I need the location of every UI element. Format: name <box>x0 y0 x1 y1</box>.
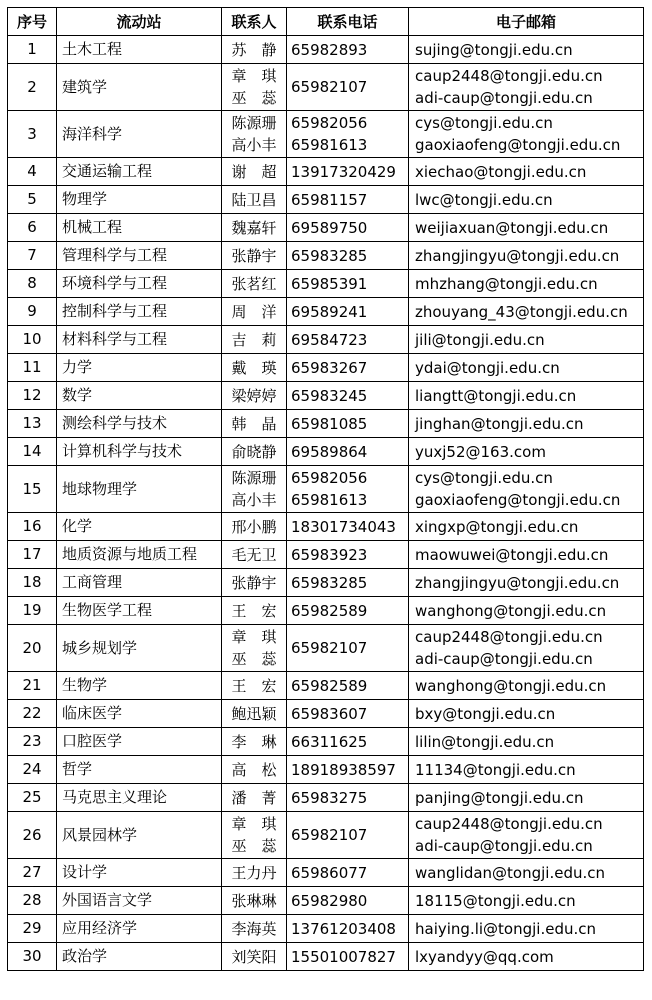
station-name: 机械工程 <box>57 214 222 242</box>
table-row <box>8 513 644 541</box>
header-contact: 联系人 <box>222 8 287 36</box>
table-row <box>8 36 644 64</box>
table-row <box>8 541 644 569</box>
contact-cell <box>222 672 287 700</box>
row-number: 23 <box>8 728 57 756</box>
email-cell <box>409 700 644 728</box>
phone-number: 65981613 <box>291 136 368 154</box>
email-cell <box>409 214 644 242</box>
contact-name: 梁婷婷 <box>231 386 277 405</box>
phone-number: 65981613 <box>291 491 368 509</box>
row-number: 22 <box>8 700 57 728</box>
email-cell <box>409 569 644 597</box>
phone-number: 65982056 <box>291 469 368 487</box>
station-name: 交通运输工程 <box>57 158 222 186</box>
table-body <box>8 36 644 971</box>
phone-cell <box>287 597 409 625</box>
row-number: 24 <box>8 756 57 784</box>
phone-cell <box>287 915 409 943</box>
email-cell <box>409 859 644 887</box>
email-cell <box>409 354 644 382</box>
station-name: 政治学 <box>57 943 222 971</box>
email-address: gaoxiaofeng@tongji.edu.cn <box>415 491 621 509</box>
phone-number: 69589241 <box>291 302 368 321</box>
table-row <box>8 354 644 382</box>
email-cell <box>409 36 644 64</box>
row-number: 28 <box>8 887 57 915</box>
phone-cell <box>287 410 409 438</box>
email-address: zhouyang_43@tongji.edu.cn <box>415 302 628 321</box>
table-row <box>8 64 644 111</box>
email-address: caup2448@tongji.edu.cn <box>415 815 603 833</box>
phone-number: 65985391 <box>291 274 368 293</box>
table-row <box>8 438 644 466</box>
email-cell <box>409 466 644 513</box>
row-number: 29 <box>8 915 57 943</box>
table-row <box>8 672 644 700</box>
table-row <box>8 597 644 625</box>
email-address: wanghong@tongji.edu.cn <box>415 676 607 695</box>
table-row <box>8 410 644 438</box>
contact-name: 刘笑阳 <box>231 947 277 966</box>
phone-cell <box>287 214 409 242</box>
email-address: xingxp@tongji.edu.cn <box>415 517 579 536</box>
contact-cell <box>222 354 287 382</box>
contact-name: 王力丹 <box>231 863 277 882</box>
contact-name: 吉 莉 <box>231 330 277 349</box>
phone-number: 65983607 <box>291 704 368 723</box>
row-number: 5 <box>8 186 57 214</box>
email-address: caup2448@tongji.edu.cn <box>415 628 603 646</box>
email-address: maowuwei@tongji.edu.cn <box>415 545 609 564</box>
email-cell <box>409 382 644 410</box>
station-name: 管理科学与工程 <box>57 242 222 270</box>
contact-name: 巫 蕊 <box>231 89 277 107</box>
row-number: 8 <box>8 270 57 298</box>
phone-cell <box>287 943 409 971</box>
email-cell <box>409 597 644 625</box>
email-cell <box>409 410 644 438</box>
contact-cell <box>222 728 287 756</box>
phone-number: 65982107 <box>291 826 368 844</box>
table-row <box>8 466 644 513</box>
email-address: mhzhang@tongji.edu.cn <box>415 274 598 293</box>
phone-number: 66311625 <box>291 732 368 751</box>
email-address: adi-caup@tongji.edu.cn <box>415 89 593 107</box>
email-address: ydai@tongji.edu.cn <box>415 358 560 377</box>
email-address: weijiaxuan@tongji.edu.cn <box>415 218 609 237</box>
email-cell <box>409 728 644 756</box>
email-address: cys@tongji.edu.cn <box>415 114 553 132</box>
phone-cell <box>287 298 409 326</box>
email-cell <box>409 64 644 111</box>
header-phone: 联系电话 <box>287 8 409 36</box>
station-name: 应用经济学 <box>57 915 222 943</box>
contact-name: 高小丰 <box>231 136 277 154</box>
table-row <box>8 943 644 971</box>
phone-cell <box>287 756 409 784</box>
row-number: 12 <box>8 382 57 410</box>
contact-cell <box>222 242 287 270</box>
phone-cell <box>287 700 409 728</box>
phone-number: 65982056 <box>291 114 368 132</box>
phone-cell <box>287 569 409 597</box>
email-address: wanghong@tongji.edu.cn <box>415 601 607 620</box>
phone-number: 15501007827 <box>291 947 396 966</box>
table-row <box>8 270 644 298</box>
table-row <box>8 625 644 672</box>
table-row <box>8 326 644 354</box>
contact-name: 李海英 <box>231 919 277 938</box>
email-address: zhangjingyu@tongji.edu.cn <box>415 573 620 592</box>
contact-name: 张静宇 <box>231 246 277 265</box>
row-number: 10 <box>8 326 57 354</box>
station-name: 口腔医学 <box>57 728 222 756</box>
phone-number: 65983285 <box>291 573 368 592</box>
station-name: 设计学 <box>57 859 222 887</box>
table-row <box>8 242 644 270</box>
phone-cell <box>287 541 409 569</box>
email-cell <box>409 672 644 700</box>
contact-cell <box>222 298 287 326</box>
phone-number: 65982589 <box>291 601 368 620</box>
header-station: 流动站 <box>57 8 222 36</box>
table-row <box>8 382 644 410</box>
email-cell <box>409 298 644 326</box>
phone-cell <box>287 887 409 915</box>
contact-name: 章 琪 <box>231 815 277 833</box>
station-name: 测绘科学与技术 <box>57 410 222 438</box>
phone-number: 65981085 <box>291 414 368 433</box>
table-row <box>8 700 644 728</box>
contact-cell <box>222 784 287 812</box>
contact-name: 章 琪 <box>231 67 277 85</box>
row-number: 26 <box>8 812 57 859</box>
phone-number: 18918938597 <box>291 760 396 779</box>
phone-number: 65983285 <box>291 246 368 265</box>
contact-cell <box>222 859 287 887</box>
phone-cell <box>287 382 409 410</box>
table-row <box>8 186 644 214</box>
row-number: 3 <box>8 111 57 158</box>
station-name: 土木工程 <box>57 36 222 64</box>
header-no: 序号 <box>8 8 57 36</box>
station-name: 马克思主义理论 <box>57 784 222 812</box>
phone-cell <box>287 466 409 513</box>
station-name: 环境科学与工程 <box>57 270 222 298</box>
contact-name: 潘 菁 <box>231 788 277 807</box>
contact-cell <box>222 513 287 541</box>
table-row <box>8 728 644 756</box>
email-address: gaoxiaofeng@tongji.edu.cn <box>415 136 621 154</box>
row-number: 13 <box>8 410 57 438</box>
row-number: 15 <box>8 466 57 513</box>
email-cell <box>409 326 644 354</box>
phone-cell <box>287 186 409 214</box>
email-cell <box>409 186 644 214</box>
email-cell <box>409 625 644 672</box>
phone-number: 65982107 <box>291 639 368 657</box>
contact-name: 鲍迅颖 <box>231 704 277 723</box>
email-address: jili@tongji.edu.cn <box>415 330 545 349</box>
contact-cell <box>222 887 287 915</box>
station-name: 城乡规划学 <box>57 625 222 672</box>
contact-cell <box>222 326 287 354</box>
phone-number: 65983275 <box>291 788 368 807</box>
contact-name: 巫 蕊 <box>231 837 277 855</box>
row-number: 21 <box>8 672 57 700</box>
station-name: 地球物理学 <box>57 466 222 513</box>
station-name: 化学 <box>57 513 222 541</box>
email-cell <box>409 513 644 541</box>
contact-name: 毛无卫 <box>231 545 277 564</box>
contact-cell <box>222 915 287 943</box>
phone-number: 69584723 <box>291 330 368 349</box>
contact-name: 邢小鹏 <box>231 517 277 536</box>
station-name: 生物学 <box>57 672 222 700</box>
row-number: 27 <box>8 859 57 887</box>
contact-name: 韩 晶 <box>231 414 277 433</box>
row-number: 16 <box>8 513 57 541</box>
phone-cell <box>287 354 409 382</box>
email-cell <box>409 943 644 971</box>
phone-number: 65986077 <box>291 863 368 882</box>
email-address: bxy@tongji.edu.cn <box>415 704 556 723</box>
email-address: 11134@tongji.edu.cn <box>415 760 576 779</box>
email-cell <box>409 438 644 466</box>
table-row <box>8 887 644 915</box>
row-number: 6 <box>8 214 57 242</box>
email-address: sujing@tongji.edu.cn <box>415 40 573 59</box>
contact-name: 王 宏 <box>231 676 277 695</box>
row-number: 1 <box>8 36 57 64</box>
row-number: 7 <box>8 242 57 270</box>
phone-cell <box>287 859 409 887</box>
phone-cell <box>287 812 409 859</box>
contact-cell <box>222 410 287 438</box>
station-name: 哲学 <box>57 756 222 784</box>
email-address: cys@tongji.edu.cn <box>415 469 553 487</box>
contact-cell <box>222 812 287 859</box>
station-name: 临床医学 <box>57 700 222 728</box>
contact-cell <box>222 756 287 784</box>
phone-cell <box>287 36 409 64</box>
table-row <box>8 784 644 812</box>
table-row <box>8 298 644 326</box>
phone-number: 65982589 <box>291 676 368 695</box>
phone-cell <box>287 672 409 700</box>
contact-name: 张琳琳 <box>231 891 277 910</box>
row-number: 14 <box>8 438 57 466</box>
email-address: wanglidan@tongji.edu.cn <box>415 863 606 882</box>
email-address: lwc@tongji.edu.cn <box>415 190 553 209</box>
phone-cell <box>287 64 409 111</box>
contact-name: 陆卫昌 <box>231 190 277 209</box>
contact-name: 魏嘉轩 <box>231 218 277 237</box>
phone-cell <box>287 270 409 298</box>
row-number: 30 <box>8 943 57 971</box>
phone-cell <box>287 111 409 158</box>
table-row <box>8 569 644 597</box>
contact-cell <box>222 569 287 597</box>
phone-cell <box>287 513 409 541</box>
email-address: liangtt@tongji.edu.cn <box>415 386 577 405</box>
contact-name: 俞晓静 <box>231 442 277 461</box>
row-number: 9 <box>8 298 57 326</box>
phone-number: 69589750 <box>291 218 368 237</box>
table-row <box>8 859 644 887</box>
email-address: caup2448@tongji.edu.cn <box>415 67 603 85</box>
phone-cell <box>287 326 409 354</box>
email-cell <box>409 756 644 784</box>
row-number: 4 <box>8 158 57 186</box>
table-row <box>8 812 644 859</box>
contact-cell <box>222 466 287 513</box>
contact-name: 周 洋 <box>231 302 277 321</box>
row-number: 11 <box>8 354 57 382</box>
contact-name: 高 松 <box>231 760 277 779</box>
phone-cell <box>287 784 409 812</box>
phone-cell <box>287 242 409 270</box>
station-name: 材料科学与工程 <box>57 326 222 354</box>
table-row <box>8 111 644 158</box>
station-name: 工商管理 <box>57 569 222 597</box>
contact-name: 王 宏 <box>231 601 277 620</box>
email-cell <box>409 812 644 859</box>
contact-name: 巫 蕊 <box>231 650 277 668</box>
email-cell <box>409 784 644 812</box>
phone-number: 69589864 <box>291 442 368 461</box>
phone-cell <box>287 158 409 186</box>
header-email: 电子邮箱 <box>409 8 644 36</box>
email-cell <box>409 541 644 569</box>
contact-name: 戴 瑛 <box>231 358 277 377</box>
row-number: 20 <box>8 625 57 672</box>
email-cell <box>409 111 644 158</box>
email-address: zhangjingyu@tongji.edu.cn <box>415 246 620 265</box>
phone-number: 65982893 <box>291 40 368 59</box>
station-name: 控制科学与工程 <box>57 298 222 326</box>
contact-name: 陈源珊 <box>231 469 277 487</box>
email-address: lilin@tongji.edu.cn <box>415 732 555 751</box>
contact-cell <box>222 111 287 158</box>
email-address: jinghan@tongji.edu.cn <box>415 414 584 433</box>
contact-name: 张茗红 <box>231 274 277 293</box>
phone-number: 65983245 <box>291 386 368 405</box>
contact-name: 苏 静 <box>231 40 277 59</box>
station-name: 建筑学 <box>57 64 222 111</box>
station-name: 生物医学工程 <box>57 597 222 625</box>
table-row <box>8 915 644 943</box>
station-name: 数学 <box>57 382 222 410</box>
email-address: adi-caup@tongji.edu.cn <box>415 650 593 668</box>
contact-cell <box>222 943 287 971</box>
station-name: 风景园林学 <box>57 812 222 859</box>
contact-cell <box>222 597 287 625</box>
station-name: 海洋科学 <box>57 111 222 158</box>
contact-name: 章 琪 <box>231 628 277 646</box>
email-cell <box>409 242 644 270</box>
header-row <box>8 8 644 36</box>
table-row <box>8 214 644 242</box>
email-cell <box>409 158 644 186</box>
row-number: 19 <box>8 597 57 625</box>
phone-number: 65983923 <box>291 545 368 564</box>
phone-number: 65983267 <box>291 358 368 377</box>
phone-cell <box>287 625 409 672</box>
contact-cell <box>222 700 287 728</box>
email-address: haiying.li@tongji.edu.cn <box>415 919 597 938</box>
contact-cell <box>222 382 287 410</box>
phone-number: 65982107 <box>291 78 368 96</box>
station-name: 地质资源与地质工程 <box>57 541 222 569</box>
email-cell <box>409 270 644 298</box>
contact-cell <box>222 214 287 242</box>
contact-name: 陈源珊 <box>231 114 277 132</box>
contact-cell <box>222 625 287 672</box>
station-name: 外国语言文学 <box>57 887 222 915</box>
contact-cell <box>222 186 287 214</box>
contact-cell <box>222 64 287 111</box>
phone-number: 18301734043 <box>291 517 396 536</box>
email-address: yuxj52@163.com <box>415 442 546 461</box>
station-name: 物理学 <box>57 186 222 214</box>
table-row <box>8 756 644 784</box>
contact-cell <box>222 158 287 186</box>
phone-number: 13917320429 <box>291 162 396 181</box>
row-number: 17 <box>8 541 57 569</box>
email-address: adi-caup@tongji.edu.cn <box>415 837 593 855</box>
contact-cell <box>222 36 287 64</box>
email-address: lxyandyy@qq.com <box>415 947 554 966</box>
phone-number: 65982980 <box>291 891 368 910</box>
contact-name: 张静宇 <box>231 573 277 592</box>
phone-number: 13761203408 <box>291 919 396 938</box>
email-address: 18115@tongji.edu.cn <box>415 891 576 910</box>
contact-name: 谢 超 <box>231 162 277 181</box>
contact-table <box>7 7 644 971</box>
row-number: 25 <box>8 784 57 812</box>
email-address: xiechao@tongji.edu.cn <box>415 162 587 181</box>
contact-cell <box>222 438 287 466</box>
table-row <box>8 158 644 186</box>
contact-name: 高小丰 <box>231 491 277 509</box>
phone-number: 65981157 <box>291 190 368 209</box>
email-address: panjing@tongji.edu.cn <box>415 788 584 807</box>
contact-name: 李 琳 <box>231 732 277 751</box>
email-cell <box>409 915 644 943</box>
station-name: 计算机科学与技术 <box>57 438 222 466</box>
contact-cell <box>222 541 287 569</box>
station-name: 力学 <box>57 354 222 382</box>
contact-cell <box>222 270 287 298</box>
email-cell <box>409 887 644 915</box>
row-number: 18 <box>8 569 57 597</box>
phone-cell <box>287 438 409 466</box>
row-number: 2 <box>8 64 57 111</box>
phone-cell <box>287 728 409 756</box>
